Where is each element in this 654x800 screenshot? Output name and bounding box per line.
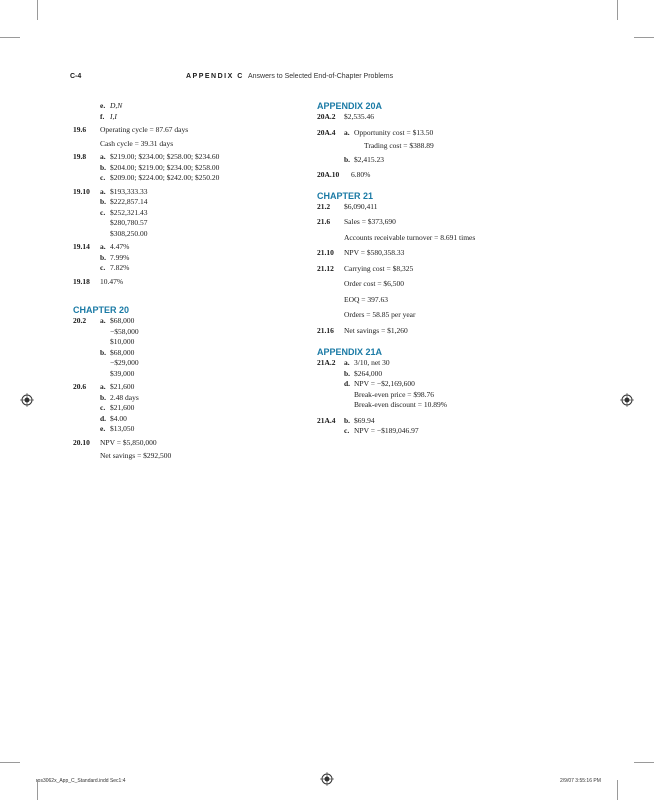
answer-text: Order cost = $6,500	[344, 279, 405, 288]
answer-line	[100, 337, 303, 348]
answer-text: Trading cost = $388.89	[364, 141, 434, 150]
crop-mark	[617, 0, 618, 20]
answer-text: $204.00; $219.00; $234.00; $258.00	[110, 162, 220, 172]
answer-line	[344, 369, 557, 380]
answer-text: Net savings = $292,500	[100, 451, 172, 460]
problem-number: 19.14	[73, 242, 90, 251]
answer-entry	[317, 264, 557, 321]
part-label: b.	[344, 415, 351, 425]
answer-entry	[317, 217, 557, 243]
answer-text: $10,000	[110, 337, 135, 346]
answer-line	[100, 316, 303, 327]
answer-line	[100, 438, 303, 449]
answer-entry	[317, 358, 557, 411]
answer-text: 7.99%	[110, 252, 130, 262]
answer-text: I,I	[110, 111, 117, 121]
answer-entry	[73, 382, 303, 435]
answer-text: $264,000	[354, 368, 383, 378]
answer-line	[344, 326, 557, 337]
answer-line	[100, 139, 303, 150]
problem-number: 19.10	[73, 186, 90, 196]
answer-line	[100, 125, 303, 136]
answer-entry	[73, 187, 303, 240]
answer-line	[344, 416, 557, 427]
part-label: a.	[100, 242, 106, 251]
part-label: a.	[344, 358, 350, 367]
answer-line	[100, 152, 303, 163]
part-label: a.	[100, 316, 106, 325]
answer-line	[100, 277, 303, 288]
answer-text: $6,090,411	[344, 201, 378, 211]
answer-line	[344, 155, 557, 166]
answer-entry	[317, 326, 557, 337]
footer-timestamp: 2/9/07 3:55:16 PM	[560, 778, 601, 784]
answer-text: Accounts receivable turnover = 8.691 times	[344, 232, 476, 242]
footer-file-name: ros3062x_App_C_Standard.indd Sec1:4	[36, 778, 126, 784]
answer-entry	[73, 316, 303, 379]
appendix-heading: APPENDIX 21A	[317, 347, 383, 357]
answer-text: $308,250.00	[110, 228, 148, 238]
answer-line	[100, 242, 303, 253]
problem-number: 21A.2	[317, 358, 336, 367]
problem-number: 19.18	[73, 276, 90, 286]
answer-text: $222,857.14	[110, 197, 148, 206]
answer-text: $69.94	[354, 415, 375, 425]
answer-line	[100, 348, 303, 359]
answer-line	[344, 128, 557, 139]
answer-line	[100, 101, 303, 112]
problem-number: 20.2	[73, 316, 87, 325]
answer-line	[100, 327, 303, 338]
part-label: b.	[100, 392, 107, 402]
problem-number	[73, 101, 100, 122]
answer-line	[344, 379, 557, 390]
answer-entry	[73, 101, 303, 122]
registration-mark-icon	[20, 393, 34, 407]
part-label: a.	[344, 127, 350, 137]
part-label: b.	[344, 368, 351, 378]
answer-text: Break-even discount = 10.89%	[354, 400, 447, 409]
answer-line	[344, 295, 557, 306]
problem-number: 19.8	[73, 152, 87, 161]
problem-number: 20.6	[73, 382, 87, 391]
crop-mark	[0, 762, 20, 763]
answer-line	[100, 358, 303, 369]
answer-text: NPV = −$189,046.97	[354, 426, 419, 435]
answer-text: $21,600	[110, 403, 135, 412]
answer-line	[100, 187, 303, 198]
answer-text: $2,535.46	[344, 112, 374, 121]
problem-number: 21.16	[317, 325, 334, 335]
answer-text: Sales = $373,690	[344, 217, 396, 226]
answer-line	[344, 248, 557, 259]
problem-number: 21.2	[317, 201, 331, 211]
answer-line	[344, 400, 557, 411]
answer-text: Operating cycle = 87.67 days	[100, 125, 189, 134]
crop-mark	[0, 37, 20, 38]
answer-entry	[73, 152, 303, 184]
answer-line	[344, 358, 557, 369]
answer-text: 10.47%	[100, 276, 124, 286]
part-label: f.	[100, 111, 105, 121]
answer-text: Net savings = $1,260	[344, 325, 408, 335]
answer-text: Carrying cost = $8,325	[344, 263, 414, 273]
answer-text: $4.00	[110, 413, 127, 423]
answer-text: $2,415.23	[354, 154, 384, 164]
answer-line	[344, 141, 557, 152]
answer-line	[100, 424, 303, 435]
problem-number: 21.6	[317, 217, 331, 226]
part-label: b.	[100, 162, 107, 172]
problem-number: 20A.4	[317, 127, 336, 137]
answer-line	[100, 229, 303, 240]
chapter-heading: CHAPTER 21	[317, 190, 374, 201]
answer-text: D,N	[110, 101, 123, 110]
answer-line	[100, 382, 303, 393]
appendix-heading: APPENDIX 20A	[317, 101, 383, 111]
part-label: e.	[100, 424, 106, 433]
answer-line	[100, 263, 303, 274]
answer-line	[344, 112, 557, 123]
answer-text: −$58,000	[110, 326, 139, 336]
answer-line	[100, 112, 303, 123]
answer-text: $252,321.43	[110, 207, 148, 217]
answer-entry	[317, 248, 557, 259]
answer-line	[100, 208, 303, 219]
answer-line	[344, 279, 557, 290]
answer-entry	[73, 438, 303, 462]
part-label: b.	[100, 347, 107, 357]
answer-line	[344, 390, 557, 401]
answer-text: $68,000	[110, 347, 135, 357]
answer-entry	[317, 128, 557, 166]
answer-text: 4.47%	[110, 242, 130, 251]
answer-text: $209.00; $224.00; $242.00; $250.20	[110, 173, 220, 182]
answer-line	[100, 414, 303, 425]
answer-line	[344, 217, 557, 228]
answer-entry	[317, 202, 557, 213]
answer-line	[100, 451, 303, 462]
answer-line	[344, 233, 557, 244]
problem-number: 19.6	[73, 125, 87, 134]
registration-mark-icon	[320, 772, 334, 786]
part-label: b.	[344, 154, 351, 164]
answer-text: Opportunity cost = $13.50	[354, 127, 434, 137]
answer-text: 2.48 days	[110, 392, 139, 402]
registration-mark-icon	[620, 393, 634, 407]
answer-line	[100, 163, 303, 174]
page-number: C-4	[70, 73, 82, 80]
answer-text: $280,780.57	[110, 218, 148, 227]
crop-mark	[37, 0, 38, 20]
problem-number: 21.10	[317, 248, 334, 257]
part-label: a.	[100, 152, 106, 161]
answer-line	[100, 218, 303, 229]
appendix-title: Answers to Selected End-of-Chapter Problems	[248, 73, 394, 80]
answer-line	[100, 369, 303, 380]
part-label: d.	[344, 379, 351, 388]
answer-text: $219.00; $234.00; $258.00; $234.60	[110, 152, 220, 161]
answer-text: −$29,000	[110, 358, 139, 367]
answer-line	[100, 197, 303, 208]
appendix-label: APPENDIX C	[186, 73, 244, 80]
answer-text: EOQ = 397.63	[344, 294, 389, 304]
answer-text: Cash cycle = 39.31 days	[100, 138, 174, 148]
answer-text: $193,333.33	[110, 186, 148, 196]
answer-line	[344, 202, 557, 213]
answer-text: 7.82%	[110, 263, 130, 272]
answer-text: Orders = 58.85 per year	[344, 310, 416, 319]
answer-line	[344, 310, 557, 321]
answer-text: $13,050	[110, 424, 135, 433]
part-label: b.	[100, 197, 107, 206]
answer-line	[100, 173, 303, 184]
part-label: c.	[344, 426, 350, 435]
answer-text: Break-even price = $98.76	[354, 389, 435, 399]
chapter-heading: CHAPTER 20	[73, 305, 130, 315]
part-label: e.	[100, 101, 106, 110]
part-label: c.	[100, 173, 106, 182]
answer-text: $39,000	[110, 368, 135, 378]
answer-text: 3/10, net 30	[354, 358, 390, 367]
answer-text: NPV = $5,850,000	[100, 437, 157, 447]
answer-line	[100, 253, 303, 264]
left-column	[73, 101, 303, 462]
part-label: d.	[100, 413, 107, 423]
part-label: c.	[100, 403, 106, 412]
answer-line	[344, 426, 557, 437]
crop-mark	[634, 762, 654, 763]
crop-mark	[617, 780, 618, 800]
answer-line	[100, 403, 303, 414]
answer-text: $68,000	[110, 316, 135, 325]
answer-entry	[317, 416, 557, 437]
answer-text: NPV = $580,358.33	[344, 248, 405, 257]
part-label: c.	[100, 263, 106, 272]
answer-line	[344, 264, 557, 275]
answer-line	[100, 393, 303, 404]
answer-entry	[317, 112, 557, 123]
problem-number: 21.12	[317, 263, 334, 273]
problem-number: 21A.4	[317, 415, 336, 425]
part-label: a.	[100, 186, 106, 196]
crop-mark	[634, 37, 654, 38]
answer-entry	[317, 170, 557, 181]
right-column	[317, 101, 557, 437]
answer-entry	[73, 277, 303, 288]
part-label: a.	[100, 382, 106, 391]
problem-number: 20A.2	[317, 112, 336, 121]
problem-number: 20A.10	[317, 170, 340, 179]
answer-entry	[73, 125, 303, 149]
part-label: b.	[100, 252, 107, 262]
answer-line	[351, 170, 557, 181]
part-label: c.	[100, 207, 106, 217]
answer-text: $21,600	[110, 382, 135, 391]
answer-text: NPV = −$2,169,600	[354, 379, 415, 388]
problem-number: 20.10	[73, 437, 90, 447]
answer-entry	[73, 242, 303, 274]
answer-text: 6.80%	[351, 170, 371, 179]
